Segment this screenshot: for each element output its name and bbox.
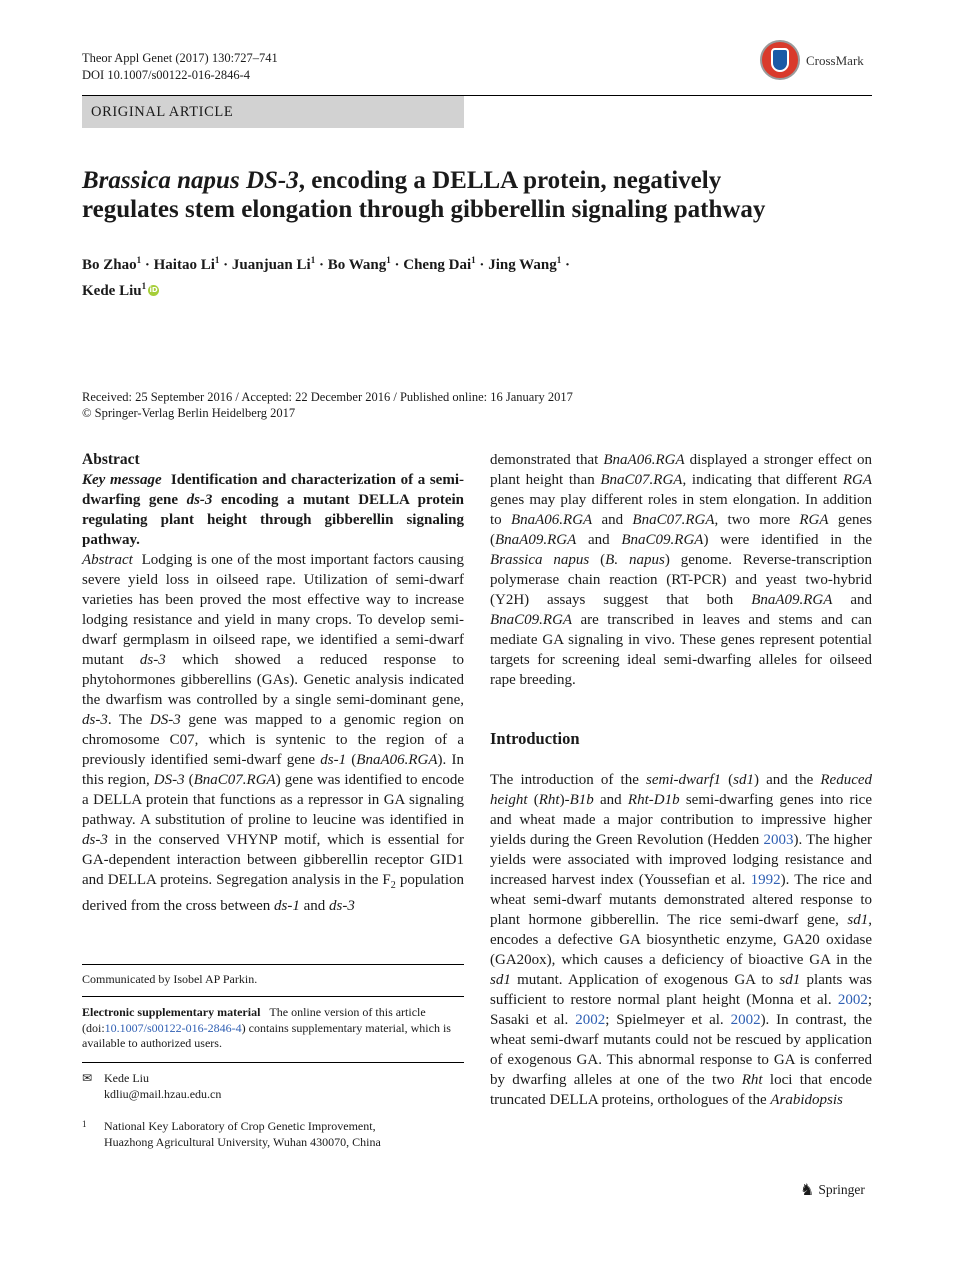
esm-doi-link[interactable]: 10.1007/s00122-016-2846-4 [104, 1020, 242, 1035]
introduction-text: The introduction of the semi-dwarf1 (sd1) and the Reduced height (Rht)-B1b and Rht-D1b semi-dwarfing genes into rice and wheat made a major contribution to impressive higher yields during the Green Revolution (Hedden 2003). The higher yields were associated with improved lodging resistance and increased harvest index (Youssefian et al. 1992). The rice and wheat semi-dwarf mutants demonstrated altered response to plant hormone gibberellin. The rice semi-dwarf gene, sd1, encodes a defective GA biosynthetic enzyme, GA20 oxidase (GA20ox), which causes a deficiency of bioactive GA in the sd1 mutant. Application of exogenous GA to sd1 plants was sufficient to restore normal plant height (Monna et al. 2002; Sasaki et al. 2002; Spielmeyer et al. 2002). In contrast, the wheat semi-dwarf mutants could not be rescued by application of exogenous GA. This abnormal response to GA is conferred by dwarfing alleles at one of the two Rht loci that encode truncated DELLA proteins, orthologues of the Arabidopsis [490, 772, 873, 1108]
esm-note: Electronic supplementary material The online version of this article (doi:10.1007/s00122-016-2846-4) contains supplementary material, which is available to authorized users. [82, 1005, 451, 1050]
copyright-line: © Springer-Verlag Berlin Heidelberg 2017 [82, 406, 296, 420]
springer-horse-icon: ♞ [800, 1180, 815, 1199]
journal-citation: Theor Appl Genet (2017) 130:727–741 [82, 51, 278, 65]
publisher-name: Springer [818, 1182, 865, 1197]
orcid-icon[interactable]: iD [149, 286, 158, 294]
title-line2: regulates stem elongation through gibberellin signaling pathway [82, 196, 766, 223]
footnote-rule [82, 996, 464, 997]
article-type-banner: ORIGINAL ARTICLE [82, 96, 464, 128]
key-message: Key message Identification and characterization of a semi-dwarfing gene ds-3 encoding a mutant DELLA protein regulating plant height through gibberellin signaling pathway. [82, 472, 464, 548]
footnote-rule [82, 964, 464, 965]
doi-line: DOI 10.1007/s00122-016-2846-4 [82, 68, 251, 82]
author: Bo Zhao [82, 257, 137, 273]
abstract-heading: Abstract [82, 451, 140, 468]
crossmark-label: CrossMark [806, 53, 864, 68]
abstract-text: Abstract Lodging is one of the most important factors causing severe yield loss in oilseed rape. Utilization of semi-dwarf varieties has been proved the most effective way to increase lodging resistance and yield in many crops. To develop semi-dwarf germplasm in oilseed rape, we identified a semi-dwarf mutant ds-3 which showed a reduced response to phytohormones gibberellins (GAs). Genetic analysis indicated the dwarfism was controlled by a single semi-dominant gene, ds-3. The DS-3 gene was mapped to a genomic region on chromosome C07, which is syntenic to the region of a previously identified semi-dwarf gene ds-1 (BnaA06.RGA). In this region, DS-3 (BnaC07.RGA) gene was identified to encode a DELLA protein that functions as a repressor in GA signaling pathway. A substitution of proline to leucine was identified in ds-3 in the conserved VHYNP motif, which is essential for GA-dependent interaction between gibberellin receptor GID1 and DELLA proteins. Segregation analysis in the $F_2$ population derived from the cross between ds-1 and ds-3 [82, 552, 464, 914]
author: Cheng Dai [403, 257, 472, 273]
crossmark-icon [760, 40, 800, 80]
abstract-continued [490, 450, 872, 690]
affiliation: 1 National Key Laboratory of Crop Genetic Improvement, Huazhong Agricultural University, Wuhan 430070, China [82, 1119, 381, 1149]
abstract-column [82, 450, 464, 916]
contact-email[interactable]: kdliu@mail.hzau.edu.cn [104, 1086, 222, 1101]
author-list: Bo Zhao$^1$ · Haitao $Li^1$ · Juanjuan $Li^1 \cdot Bo$ Wang$^1$ · Cheng Dai$^1$ · Jing Wang$^1$ · Kede Liu$^1$ iD [82, 255, 570, 299]
citation-link[interactable]: 1992 [750, 872, 781, 888]
author: Bo Wang [327, 257, 387, 273]
author: Jing Wang [488, 257, 557, 273]
author: Juanjuan Li [231, 257, 311, 273]
envelope-icon: ✉ [82, 1071, 93, 1085]
dates-line: Received: 25 September 2016 / Accepted: 22 December 2016 / Published online: 16 January 2017 [82, 390, 573, 404]
journal-header [82, 50, 278, 84]
title-italic: Brassica napus DS-3 [82, 167, 299, 194]
citation-link[interactable]: 2002 [730, 1012, 761, 1028]
article-title [82, 166, 872, 224]
crossmark-badge[interactable] [760, 40, 875, 84]
corresponding-author [82, 1071, 464, 1102]
contact-name: Kede Liu [104, 1071, 149, 1085]
footnote-rule [82, 1062, 464, 1063]
introduction-heading: Introduction [490, 729, 580, 748]
title-line1-rest: , encoding a DELLA protein, negatively [298, 167, 722, 194]
author: Haitao Li [153, 257, 215, 273]
publication-dates [82, 389, 872, 421]
communicated-by: Communicated by Isobel AP Parkin. [82, 972, 258, 986]
citation-link[interactable]: 2002 [575, 1012, 606, 1028]
author: Kede Liu [82, 283, 142, 299]
abstract-text-continued: demonstrated that BnaA06.RGA displayed a stronger effect on plant height than BnaC07.RGA, indicating that different RGA genes may play different roles in stem elongation. In addition to BnaA06.RGA and BnaC07.RGA, two more RGA genes (BnaA09.RGA and BnaC09.RGA) were identified in the Brassica napus (B. napus) genome. Reverse-transcription polymerase chain reaction (RT-PCR) and yeast two-hybrid (Y2H) assays suggest that both BnaA09.RGA and BnaC09.RGA are transcribed in leaves and stems and can mediate GA signaling in vivo. These genes represent potential targets for screening ideal semi-dwarfing alleles for oilseed rape breeding. [490, 452, 873, 688]
citation-link[interactable]: 2002 [837, 992, 868, 1008]
citation-link[interactable]: 2003 [763, 832, 794, 848]
publisher-logo [800, 1180, 865, 1199]
